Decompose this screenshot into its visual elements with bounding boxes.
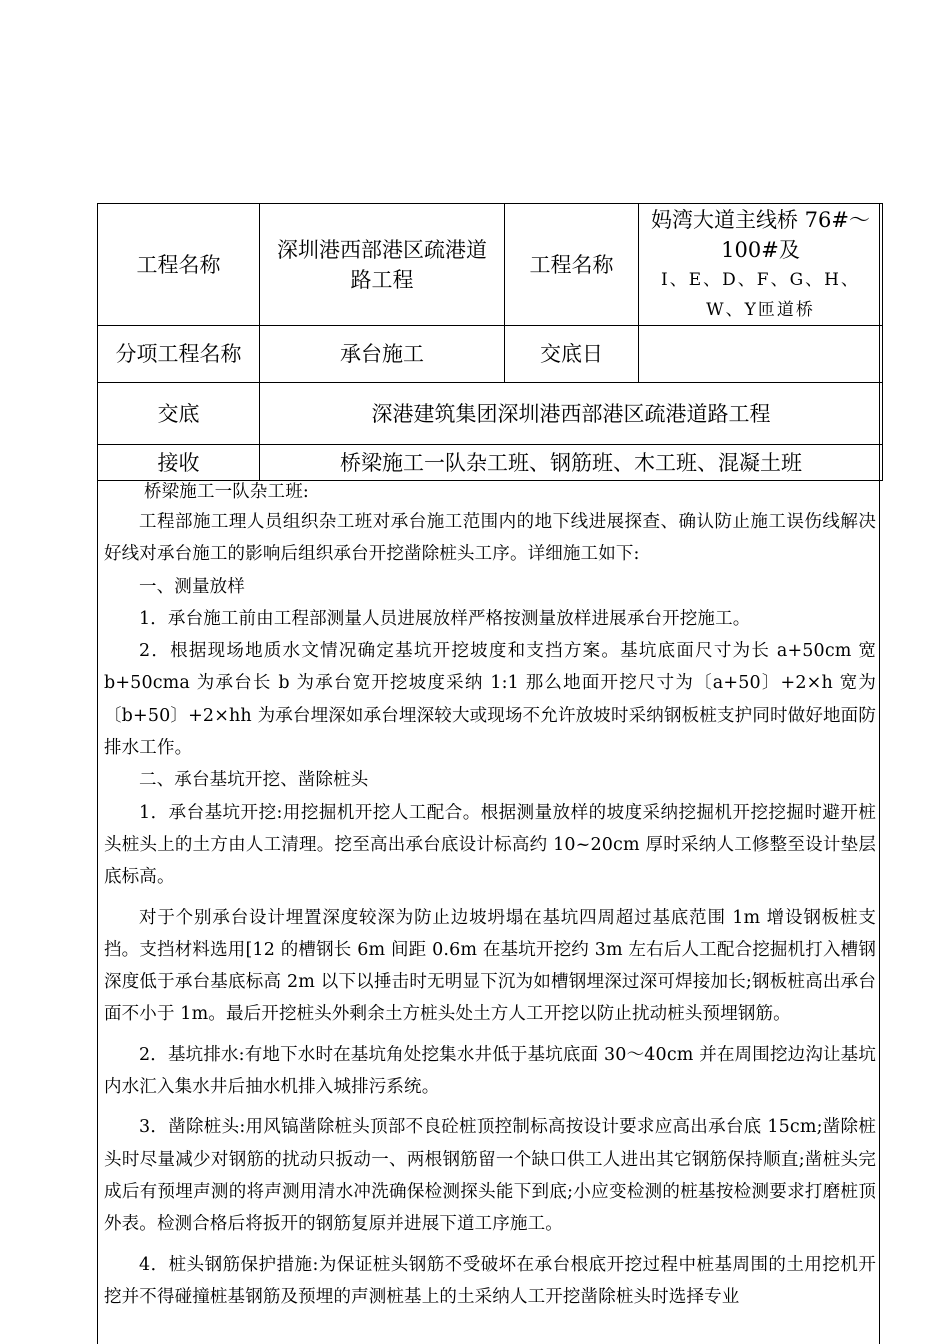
project-name-value: 深圳港西部港区疏港道路工程 [260,204,505,326]
header-row-handover [98,383,883,445]
header-row-subitem [98,326,883,383]
date-label: 交底日 [505,326,639,383]
receiver-label: 接收 [98,445,260,481]
body-paragraph-7: 对于个别承台设计埋置深度较深为防止边坡坍塌在基坑四周超过基底范围 1m 增设钢板桩支挡。支挡材料选用[12 的槽钢长 6m 间距 0.6m 在基坑开挖约 3m 左右后人工配合挖掘机打入槽钢深度低于承台基底标高 2m 以下以捶击时无明显下沉为如槽钢埋深过深可焊接加长;钢板桩高出承台面不小于 1m。最后开挖桩头外剩余土方桩头处土方人工开挖以防止扰动桩头预埋钢筋。 [104,907,876,1025]
handover-value: 深港建筑集团深圳港西部港区疏港道路工程 [260,383,883,445]
body-paragraph-10: 4．桩头钢筋保护措施:为保证桩头钢筋不受破坏在承台根底开挖过程中桩基周围的土用挖机开挖并不得碰撞桩基钢筋及预埋的声测桩基上的土采纳人工开挖凿除桩头时选择专业 [104,1254,876,1307]
body-paragraph-4: 2．根据现场地质水文情况确定基坑开挖坡度和支挡方案。基坑底面尺寸为长 a+50cm 宽 b+50cma 为承台长 b 为承台宽开挖坡度采纳 1:1 那么地面开挖尺寸为〔a+50〕+2×h 宽为〔b+50〕+2×hh 为承台埋深如承台埋深较大或现场不允许放坡时采纳钢板桩支护同时做好地面防排水工作。 [104,641,876,759]
body-paragraph-6: 1．承台基坑开挖:用挖掘机开挖人工配合。根据测量放样的坡度采纳挖掘机开挖挖掘时避开桩头桩头上的土方由人工清理。挖至高出承台底设计标高约 10~20cm 厚时采纳人工修整至设计垫层底标高。 [104,802,876,888]
body-paragraph-8: 2．基坑排水:有地下水时在基坑角处挖集水井低于基坑底面 30～40cm 并在周围挖边沟让基坑内水汇入集水井后抽水机排入城排污系统。 [104,1044,876,1098]
handover-label: 交底 [98,383,260,445]
document-body [104,482,876,1313]
project-name-value-2-line1: 妈湾大道主线桥 76#～100#及 [651,207,870,262]
body-paragraph-9: 3．凿除桩头:用风镐凿除桩头顶部不良砼桩顶控制标高按设计要求应高出承台底 15cm;凿除桩头时尽量减少对钢筋的扰动只扳动一、两根钢筋留一个缺口供工人进出其它钢筋保持顺直;凿桩头完成后有预埋声测的将声测用清水冲洗确保检测探头能下到底;小应变检测的桩基按检测要求打磨桩顶外表。检测合格后将扳开的钢筋复原并进展下道工序施工。 [104,1117,876,1235]
header-row-project [98,204,883,326]
header-table [97,203,883,481]
body-paragraph-0: 桥梁施工一队杂工班: [144,482,309,502]
subitem-label: 分项工程名称 [98,326,260,383]
body-paragraph-3: 1．承台施工前由工程部测量人员进展放样严格按测量放样进展承台开挖施工。 [139,608,751,629]
project-name-label: 工程名称 [98,204,260,326]
section-heading-survey: 一、测量放样 [139,576,245,597]
receiver-value: 桥梁施工一队杂工班、钢筋班、木工班、混凝土班 [260,445,883,481]
header-row-receiver [98,445,883,481]
date-value [639,326,883,383]
project-name-label-2: 工程名称 [505,204,639,326]
project-name-value-2-line2: I、E、D、F、G、H、W、Y匝道桥 [661,269,860,320]
section-heading-excavation: 二、承台基坑开挖、凿除桩头 [139,770,369,791]
project-name-value-2 [639,204,883,326]
subitem-value: 承台施工 [260,326,505,383]
body-paragraph-1: 工程部施工理人员组织杂工班对承台施工范围内的地下线进展探查、确认防止施工误伤线解决好线对承台施工的影响后组织承台开挖凿除桩头工序。详细施工如下: [104,512,876,565]
